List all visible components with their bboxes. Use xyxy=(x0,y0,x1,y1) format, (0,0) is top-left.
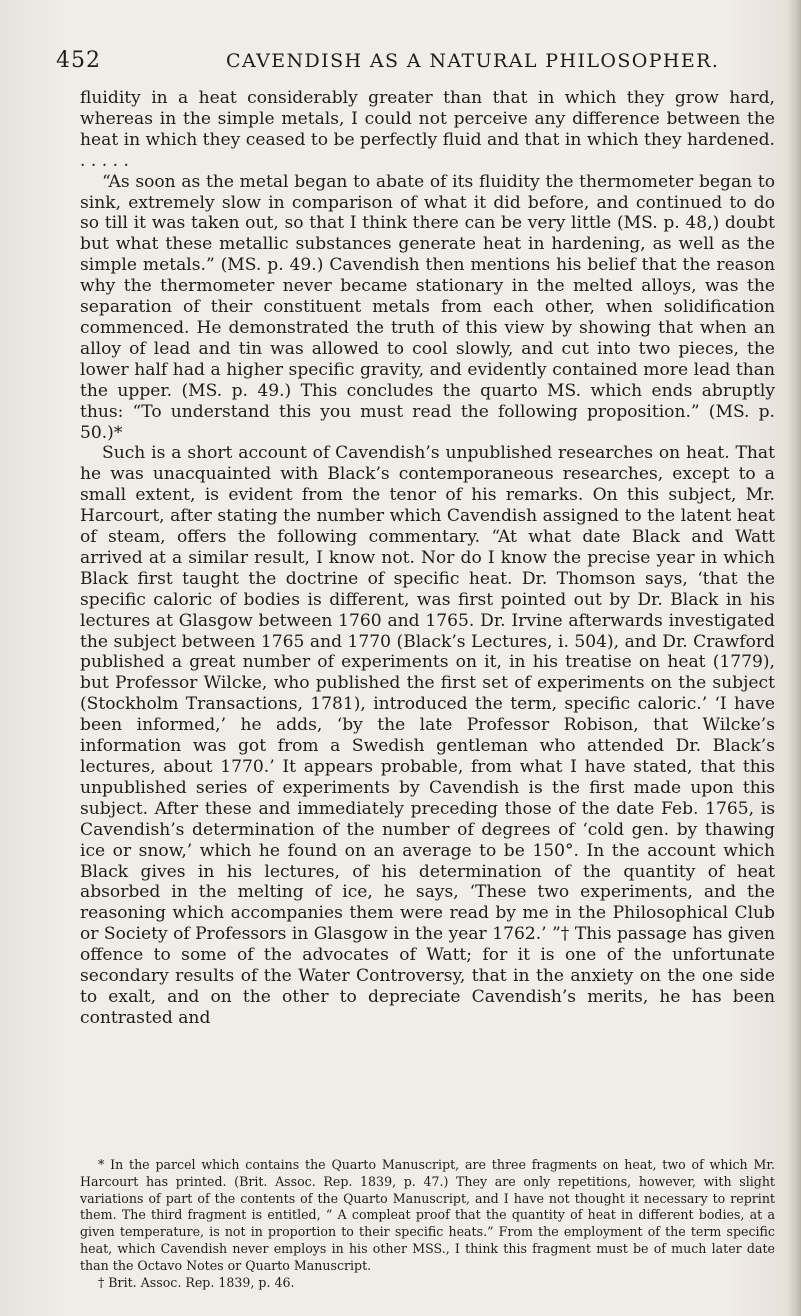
paragraph: “As soon as the metal began to abate of its fluidity the thermometer began to sink, extremely slow in comparison of what it did before, and continued to do so till it was taken out, so that I think there can be very little (MS. p. 48,) doubt but what these metallic substances generate heat in hardening, as well as the simple metals.” (MS. p. 49.) Cavendish then mentions his belief that the reason why the thermometer never became stationary in the melted alloys, was the separation of their constituent metals from each other, when solidification commenced. He demonstrated the truth of this view by showing that when an alloy of lead and tin was allowed to cool slowly, and cut into two pieces, the lower half had a higher specific gravity, and evidently contained more lead than the upper. (MS. p. 49.) This concludes the quarto MS. which ends abruptly thus: “To understand this you must read the following proposition.” (MS. p. 50.)* xyxy=(80,171,775,443)
page-number: 452 xyxy=(56,48,101,73)
paragraph: Such is a short account of Cavendish’s unpublished researches on heat. That he was unacquainted with Black’s contemporaneous researches, except to a small extent, is evident from the tenor of his remarks. On this subject, Mr. Harcourt, after stating the number which Cavendish assigned to the latent heat of steam, offers the following commentary. “At what date Black and Watt arrived at a similar result, I know not. Nor do I know the precise year in which Black first taught the doctrine of specific heat. Dr. Thomson says, ‘that the specific caloric of bodies is different, was first pointed out by Dr. Black in his lectures at Glasgow between 1760 and 1765. Dr. Irvine afterwards investigated the subject between 1765 and 1770 (Black’s Lectures, i. 504), and Dr. Crawford published a great number of experiments on it, in his treatise on heat (1779), but Professor Wilcke, who published the first set of experiments on the subject (Stockholm Transactions, 1781), introduced the term, specific caloric.’ ‘I have been informed,’ he adds, ‘by the late Professor Robison, that Wilcke’s information was got from a Swedish gentleman who attended Dr. Black’s lectures, about 1770.’ It appears probable, from what I have stated, that this unpublished series of experiments by Cavendish is the first made upon this subject. After these and immediately preceding those of the date Feb. 1765, is Cavendish’s determination of the number of degrees of ‘cold gen. by thawing ice or snow,’ which he found on an average to be 150°. In the account which Black gives in his lectures, of his determination of the quantity of heat absorbed in the melting of ice, he says, ‘These two experiments, and the reasoning which accompanies them were read by me in the Philosophical Club or Society of Professors in Glasgow in the year 1762.’ ”† This passage has given offence to some of the advocates of Watt; for it is one of the unfortunate secondary results of the Water Controversy, that in the anxiety on the one side to exalt, and on the other to depreciate Cavendish’s merits, he has been contrasted and xyxy=(80,443,775,1028)
body-text xyxy=(80,88,775,1029)
footnotes xyxy=(80,1157,775,1291)
page-header xyxy=(56,48,786,78)
running-head: CAVENDISH AS A NATURAL PHILOSOPHER. xyxy=(226,50,720,72)
paragraph: fluidity in a heat considerably greater than that in which they grow hard, whereas in the simple metals, I could not perceive any difference between the heat in which they ceased to be perfectly fluid and that in which they hardened. . . . . . xyxy=(80,88,775,171)
page-edge-shadow xyxy=(787,0,801,1316)
footnote: * In the parcel which contains the Quarto Manuscript, are three fragments on heat, two of which Mr. Harcourt has printed. (Brit. Assoc. Rep. 1839, p. 47.) They are only repetitions, however, with slight variations of part of the contents of the Quarto Manuscript, and I have not thought it necessary to reprint them. The third fragment is entitled, “ A compleat proof that the quantity of heat in different bodies, at a given temperature, is not in proportion to their specific heats.” From the employment of the term specific heat, which Cavendish never employs in his other MSS., I think this fragment must be of much later date than the Octavo Notes or Quarto Manuscript. xyxy=(80,1157,775,1273)
footnote: † Brit. Assoc. Rep. 1839, p. 46. xyxy=(98,1274,295,1290)
